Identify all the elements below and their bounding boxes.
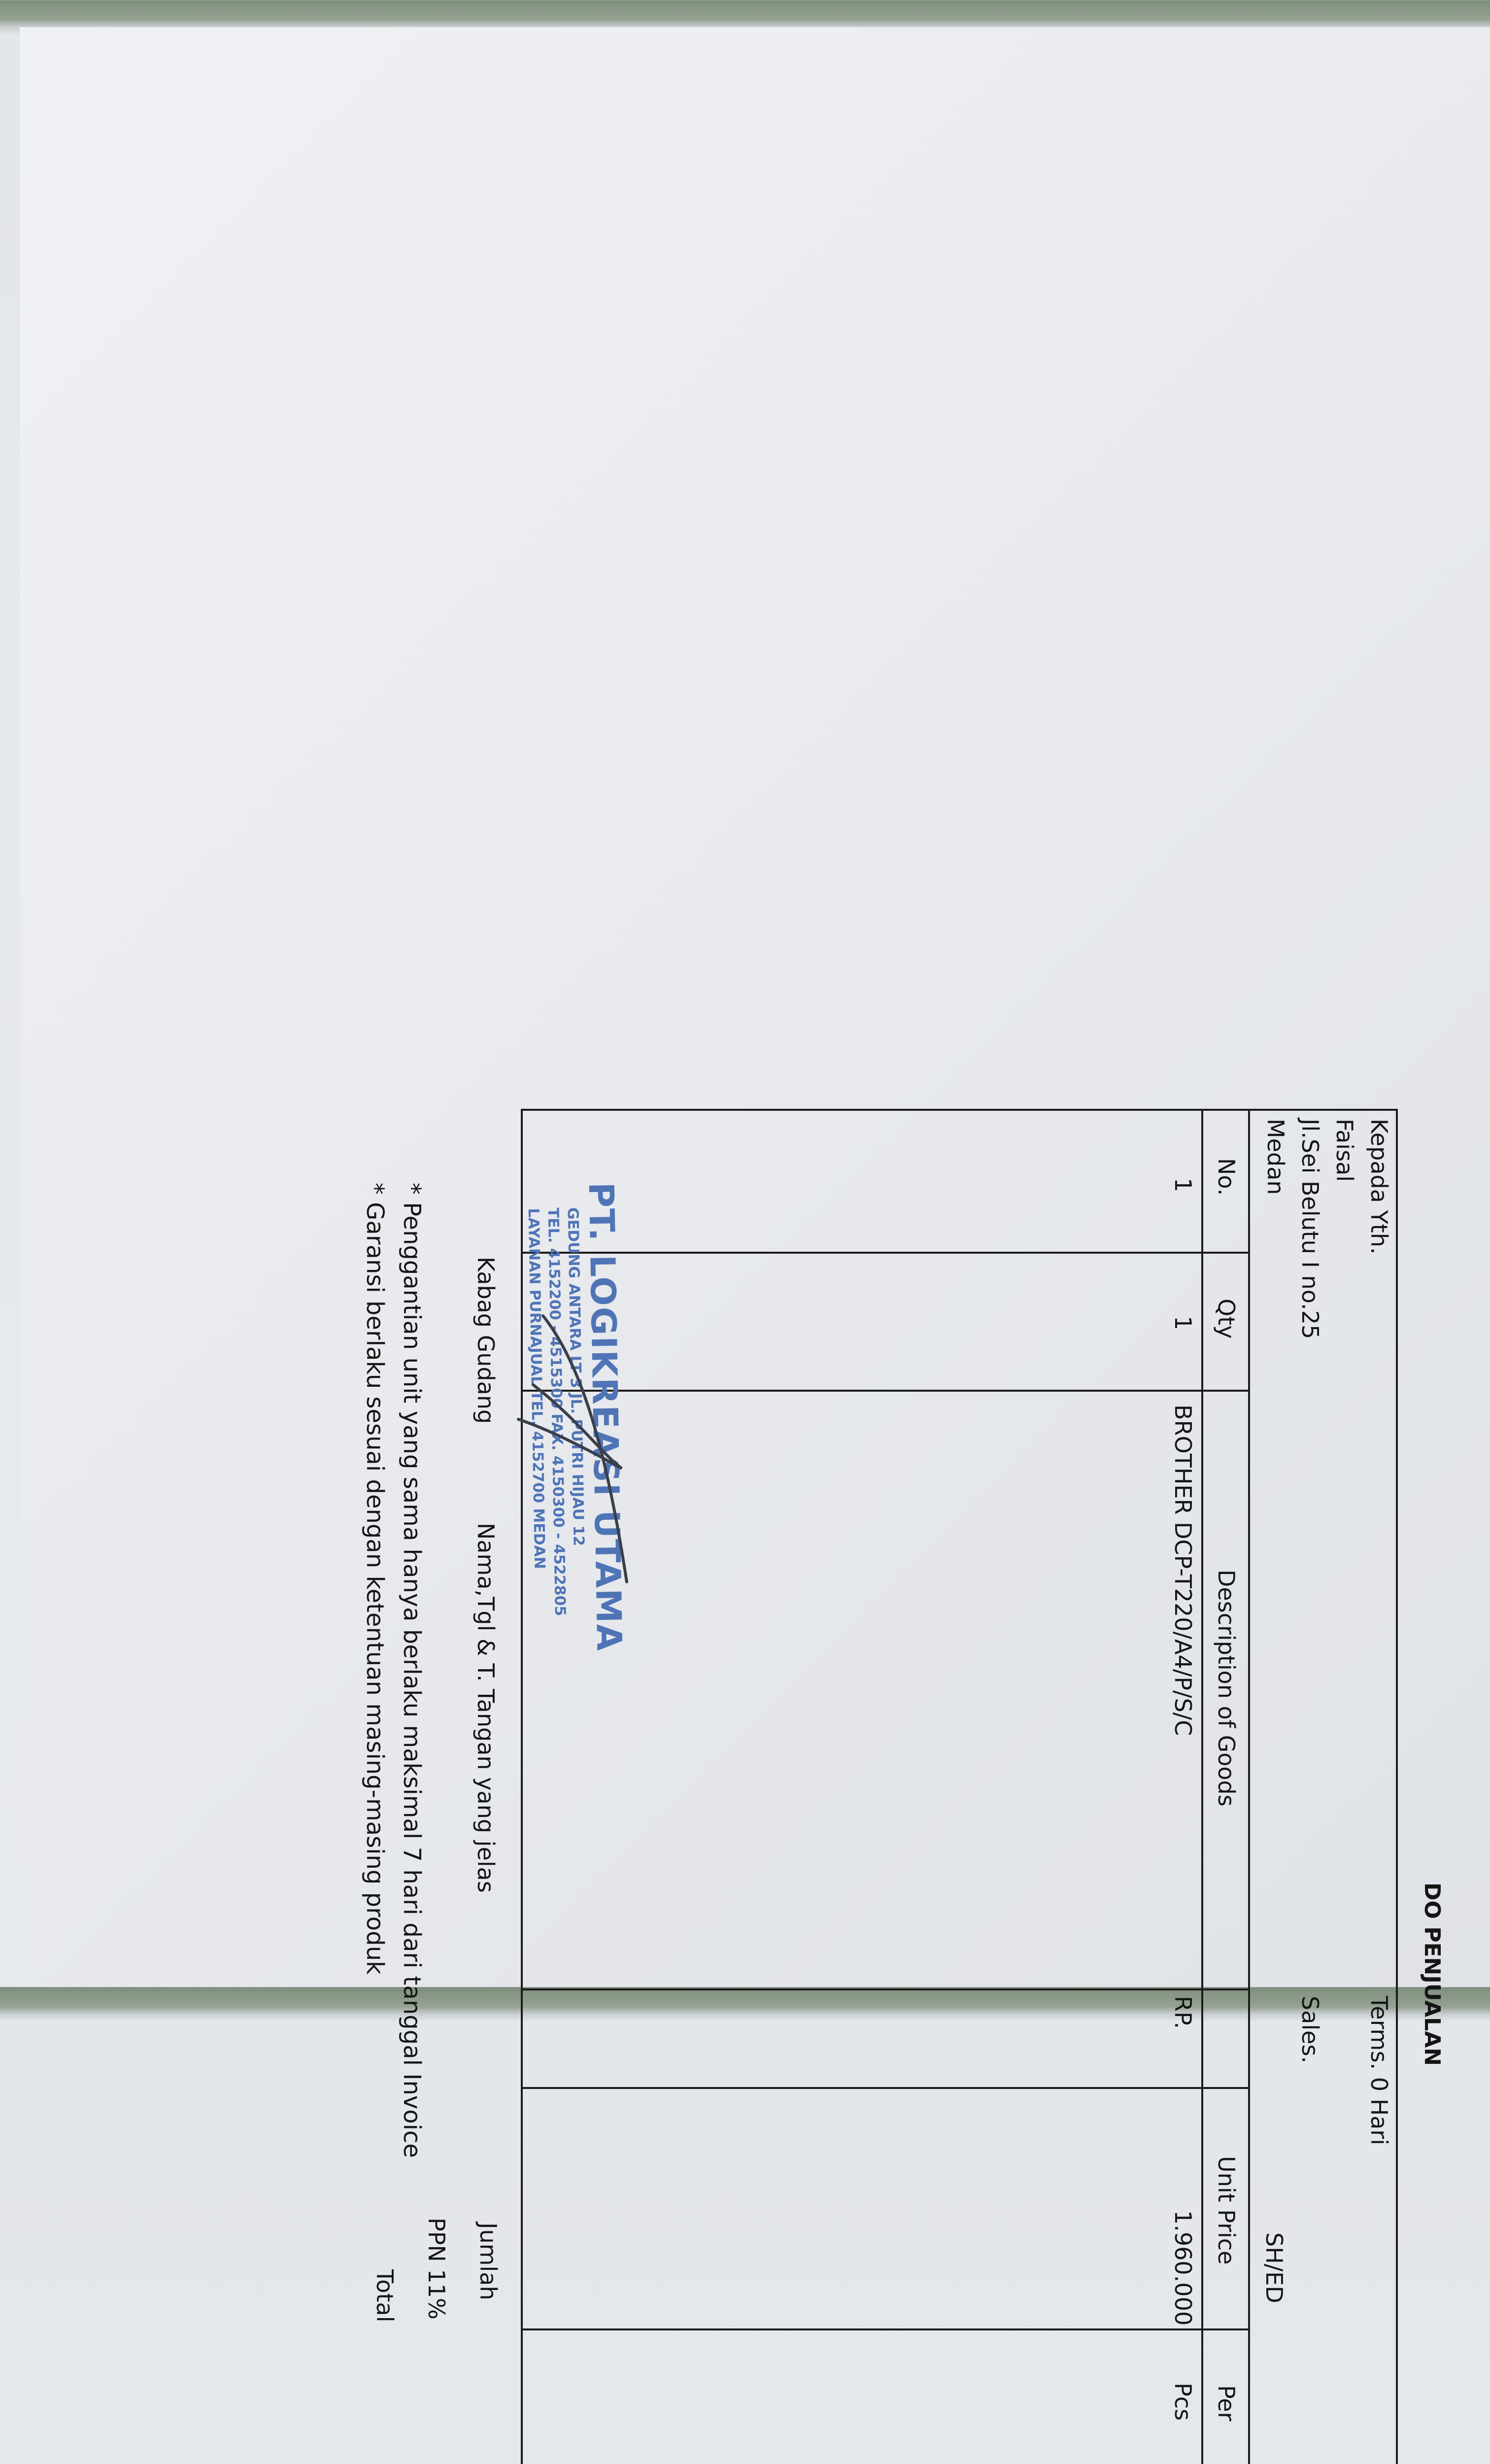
- col-header-no: No.: [1213, 1158, 1240, 1196]
- column-header-bottom: [1201, 1109, 1203, 2464]
- kepada-label: Kepada Yth.: [1366, 1119, 1392, 1255]
- row-per: Pcs: [1170, 2383, 1196, 2421]
- table-border-left: [521, 1109, 1398, 1111]
- total-label: Total: [372, 2269, 398, 2323]
- sh-ed-label: SH/ED: [1261, 2232, 1287, 2303]
- note-2: * Garansi berlaku sesuai dengan ketentuan masing-masing produk: [361, 1183, 389, 1975]
- row-no: 1: [1170, 1178, 1196, 1193]
- row-qty: 1: [1170, 1316, 1196, 1331]
- row-currency: RP.: [1170, 1996, 1196, 2029]
- jumlah-label: Jumlah: [475, 2223, 502, 2300]
- column-header-top: [1248, 1109, 1250, 2464]
- handwritten-signature: [508, 1306, 656, 1611]
- col-header-unit-price: Unit Price: [1213, 2156, 1240, 2265]
- customer-address: Jl.Sei Belutu I no.25: [1297, 1119, 1323, 1339]
- stamp-line-2: TEL. 4152200 - 4515300 FAX. 4150300 - 4522805: [544, 1207, 569, 1616]
- col-sep-no-qty: [521, 1252, 1250, 1254]
- note-1: * Penggantian unit yang sama hanya berlaku maksimal 7 hari dari tanggal Invoice: [398, 1183, 426, 2158]
- stamp-company-name: PT. LOGIKREASI UTAMA: [580, 1182, 630, 1652]
- customer-name: Faisal: [1331, 1119, 1358, 1182]
- document-title: DO PENJUALAN: [1420, 1882, 1445, 2066]
- sales-label: Sales.: [1297, 1996, 1323, 2064]
- col-header-qty: Qty: [1213, 1299, 1240, 1339]
- ppn-label: PPN 11%: [423, 2218, 450, 2320]
- col-header-description: Description of Goods: [1213, 1570, 1240, 1807]
- stamp-line-3: LAYANAN PURNAJUAL TEL. 4152700 MEDAN: [524, 1208, 548, 1570]
- col-sep-price-per: [521, 2328, 1250, 2330]
- row-description: BROTHER DCP-T220/A4/P/S/C: [1170, 1404, 1196, 1736]
- kabag-gudang-label: Kabag Gudang: [473, 1257, 499, 1424]
- signature-name-date-label: Nama,Tgl & T. Tangan yang jelas: [473, 1523, 499, 1893]
- col-sep-rp-price: [521, 2087, 1250, 2089]
- terms-label: Terms. 0 Hari: [1366, 1996, 1392, 2146]
- col-sep-desc-rp: [521, 1988, 1250, 1990]
- stamp-line-1: GEDUNG ANTARA LT 3 JL. PUTRI HIJAU 12: [564, 1207, 587, 1546]
- row-unit-price: 1.960.000: [1170, 2210, 1196, 2326]
- customer-city: Medan: [1262, 1119, 1289, 1195]
- table-border-top: [1396, 1109, 1398, 2464]
- delivery-order-page: [341, 1094, 1489, 2464]
- col-header-per: Per: [1213, 2385, 1240, 2422]
